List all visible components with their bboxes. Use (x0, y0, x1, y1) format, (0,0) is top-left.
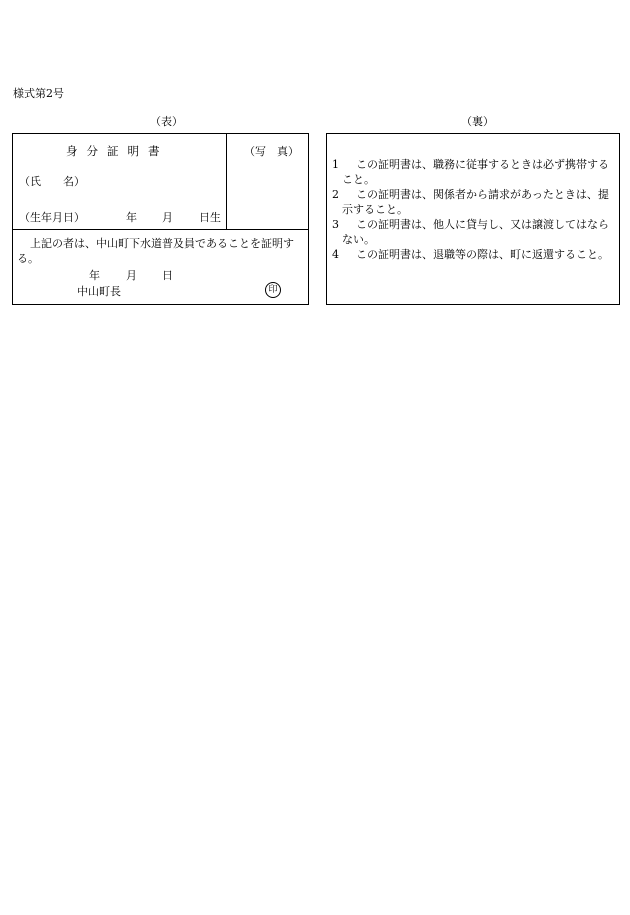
front-horizontal-divider (13, 229, 308, 230)
front-side-label: （表） (150, 115, 183, 128)
item-number: 4 (332, 248, 339, 261)
form-number-title: 様式第2号 (13, 87, 64, 100)
issue-day-unit: 日 (162, 269, 173, 282)
birth-day-unit: 日生 (199, 211, 221, 224)
id-card-front (12, 133, 309, 305)
item-text: この証明書は、退職等の際は、町に返還すること。 (356, 248, 609, 261)
item-number: 3 (332, 218, 339, 231)
item-number: 1 (332, 158, 339, 171)
item-text: この証明書は、職務に従事するときは必ず携帯すること。 (342, 158, 609, 186)
birth-year-unit: 年 (126, 211, 137, 224)
list-item (332, 217, 616, 247)
name-label: （氏 名） (19, 175, 85, 188)
birth-month-unit: 月 (162, 211, 173, 224)
issue-year-unit: 年 (89, 269, 100, 282)
item-text: この証明書は、関係者から請求があったときは、提示すること。 (342, 188, 609, 216)
id-card-back (326, 133, 620, 305)
mayor-title: 中山町長 (77, 285, 121, 298)
seal-icon: 印 (265, 282, 281, 298)
item-number: 2 (332, 188, 339, 201)
list-item (332, 157, 616, 187)
photo-label: （写 真） (244, 145, 299, 158)
back-notes-list (332, 157, 616, 262)
back-side-label: （裏） (461, 115, 494, 128)
issue-month-unit: 月 (126, 269, 137, 282)
item-text: この証明書は、他人に貸与し、又は譲渡してはならない。 (342, 218, 609, 246)
certification-text: 上記の者は、中山町下水道普及員であることを証明する。 (17, 237, 294, 265)
list-item (332, 187, 616, 217)
photo-area-divider (226, 134, 227, 229)
birthdate-label: （生年月日） (19, 211, 85, 224)
list-item (332, 247, 616, 262)
card-title: 身分証明書 (66, 144, 169, 158)
